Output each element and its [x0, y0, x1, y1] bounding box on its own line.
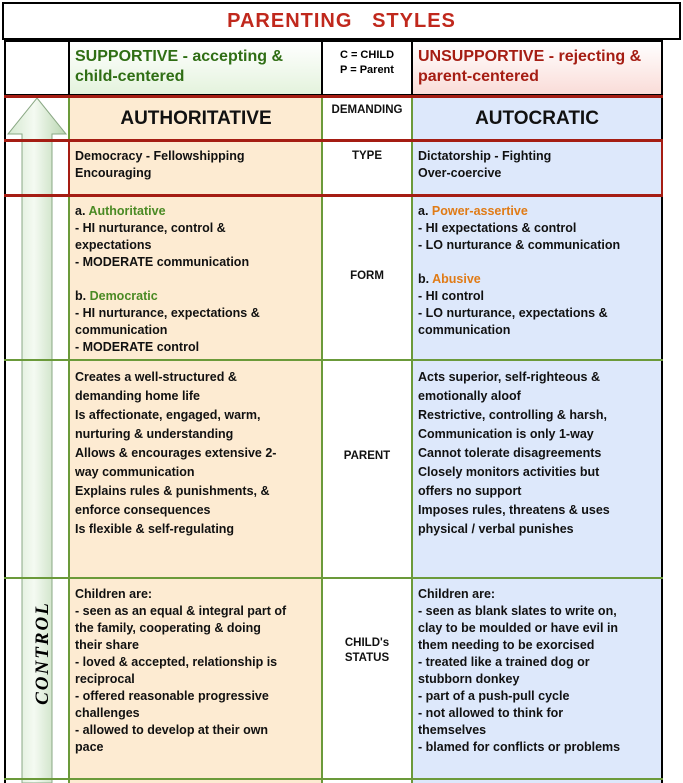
parent-left	[70, 362, 322, 545]
form-right-a-name: Power-assertive	[431, 204, 528, 218]
form-right-line: - HI expectations & control	[418, 221, 577, 235]
supportive-header	[68, 40, 323, 96]
parent-left-line: way communication	[75, 465, 195, 479]
form-left-line: communication	[75, 323, 168, 337]
legend-child: C = CHILD	[339, 49, 395, 61]
parent-right-line: Communication is only 1-way	[418, 427, 594, 441]
row-line-child-bottom	[4, 778, 663, 780]
parent-right-line: emotionally aloof	[418, 389, 521, 403]
child-right-line: Children are:	[418, 587, 496, 601]
child-right-line: - seen as blank slates to write on,	[418, 604, 617, 618]
parent-right-line: Closely monitors activities but	[418, 465, 600, 479]
parent-left-line: Creates a well-structured &	[75, 370, 237, 384]
child-left-line: their share	[75, 638, 139, 652]
parent-right	[413, 362, 661, 545]
form-left-a-prefix: a.	[75, 204, 89, 218]
type-right	[413, 142, 661, 188]
child-left	[70, 580, 322, 762]
parent-right-line: Acts superior, self-righteous &	[418, 370, 600, 384]
parent-label: PARENT	[343, 450, 391, 462]
form-left-b-prefix: b.	[75, 289, 90, 303]
child-right-line: stubborn donkey	[418, 672, 520, 686]
page-title: PARENTING STYLES	[2, 2, 681, 40]
parent-right-line: Restrictive, controlling & harsh,	[418, 408, 607, 422]
left-border	[4, 40, 6, 783]
unsupportive-header	[411, 40, 663, 96]
child-left-line: the family, cooperating & doing	[75, 621, 261, 635]
form-left-b-name: Democratic	[89, 289, 158, 303]
child-right-line: themselves	[418, 723, 487, 737]
parent-right-line: Imposes rules, threatens & uses	[418, 503, 610, 517]
form-left-line: - HI nurturance, expectations &	[75, 306, 260, 320]
form-left	[70, 197, 322, 362]
child-right-line: them needing to be exorcised	[418, 638, 595, 652]
type-left-line: Encouraging	[75, 166, 152, 180]
form-right-line: - LO nurturance & communication	[418, 238, 621, 252]
child-left-line: - seen as an equal & integral part of	[75, 604, 287, 618]
parent-left-line: Allows & encourages extensive 2-	[75, 446, 277, 460]
authoritative-heading: AUTHORITATIVE	[120, 107, 272, 129]
form-right-line: communication	[418, 323, 511, 337]
child-left-line: Children are:	[75, 587, 153, 601]
parent-right-line: physical / verbal punishes	[418, 522, 574, 536]
parent-right-line: Cannot tolerate disagreements	[418, 446, 602, 460]
autocratic-heading: AUTOCRATIC	[475, 107, 599, 129]
form-left-a-title	[75, 203, 317, 220]
form-right-line: - LO nurturance, expectations &	[418, 306, 608, 320]
legend-box	[321, 40, 413, 96]
supportive-label: SUPPORTIVE - accepting & child-centered	[75, 48, 284, 85]
child-left-line: reciprocal	[75, 672, 135, 686]
child-left-line: - allowed to develop at their own	[75, 723, 269, 737]
child-label-line: CHILD's	[344, 637, 390, 649]
type-right-line: Dictatorship - Fighting	[418, 149, 552, 163]
child-right-line: - part of a push-pull cycle	[418, 689, 570, 703]
header-corner	[4, 40, 70, 96]
type-right-line: Over-coercive	[418, 166, 502, 180]
legend-parent: P = Parent	[340, 64, 394, 76]
form-label: FORM	[350, 270, 384, 282]
unsupportive-label: UNSUPPORTIVE - rejecting & parent-centered	[418, 48, 642, 85]
child-status-label	[323, 636, 411, 666]
form-right	[413, 197, 661, 345]
form-left-line: - MODERATE control	[75, 340, 200, 354]
form-left-line: - HI nurturance, control &	[75, 221, 226, 235]
child-right-line: - not allowed to think for	[418, 706, 564, 720]
form-right-a-prefix: a.	[418, 204, 432, 218]
parent-left-line: Is flexible & self-regulating	[75, 522, 235, 536]
child-right-line: - treated like a trained dog or	[418, 655, 590, 669]
status-label-line: STATUS	[344, 652, 390, 664]
parent-right-line: offers no support	[418, 484, 522, 498]
form-right-b-prefix: b.	[418, 272, 433, 286]
type-label: TYPE	[351, 150, 383, 162]
form-left-line: - MODERATE communication	[75, 255, 250, 269]
child-left-line: pace	[75, 740, 104, 754]
control-label: CONTROL	[32, 601, 53, 705]
row-line-parent-bottom	[4, 577, 663, 579]
demanding-label: DEMANDING	[331, 104, 403, 116]
form-right-b-name: Abusive	[432, 272, 481, 286]
type-left	[70, 142, 322, 188]
type-box-right	[661, 139, 663, 197]
child-left-line: - offered reasonable progressive	[75, 689, 269, 703]
child-left-line: - loved & accepted, relationship is	[75, 655, 278, 669]
form-left-a-name: Authoritative	[88, 204, 166, 218]
form-right-a-title	[418, 203, 656, 220]
form-right-b-title	[418, 271, 656, 288]
child-left-line: challenges	[75, 706, 140, 720]
type-left-line: Democracy - Fellowshipping	[75, 149, 245, 163]
parent-left-line: Is affectionate, engaged, warm,	[75, 408, 261, 422]
parent-left-line: enforce consequences	[75, 503, 211, 517]
form-left-b-title	[75, 288, 317, 305]
child-right	[413, 580, 661, 762]
form-right-line: - HI control	[418, 289, 484, 303]
parent-left-line: nurturing & understanding	[75, 427, 234, 441]
form-left-line: expectations	[75, 238, 152, 252]
parent-left-line: Explains rules & punishments, &	[75, 484, 270, 498]
child-right-line: - blamed for conflicts or problems	[418, 740, 621, 754]
parent-left-line: demanding home life	[75, 389, 201, 403]
child-right-line: clay to be moulded or have evil in	[418, 621, 619, 635]
